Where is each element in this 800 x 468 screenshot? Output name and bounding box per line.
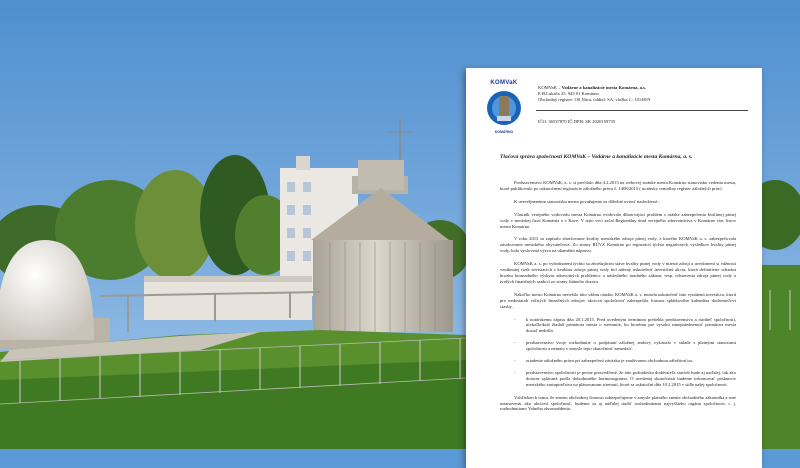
paragraph: Nakoľko mesto Komárno neriešilo túto vážnu otázku, KOMVaK a. s. musela uskutočniť túto vynútenú investíciu, ktorú pre nedostatok voľných finančných zdrojov akciová spoločnosť zabezpečila formou splátkového kalendára dodávateľovi stavby. xyxy=(500,291,736,309)
list-item: - zriadenie záložného práva pri zabezpečení záväzku je zaužívanou obchodnou záležitosťou. xyxy=(500,358,736,364)
letterhead-brand: KOMVaK xyxy=(538,85,557,90)
list-item: - predstavenstvo svoje rozhodnutie o podpísaní záložnej zmluvy vykonalo v súlade s platnými stanovami spoločnosti a nemalo v zmysle tejto skutočnosť zamedziť. xyxy=(500,340,736,352)
letterhead: KOMVaK – Vodárne a kanalizácie mesta Komárna, a.s. E.B.Lukáča 25, 945 01 Komárno Obchodný register: OS Nitra, oddiel: SA, vložka č.: 10148/N IČO: 36537870 IČ DPH: SK 2020159735 xyxy=(538,85,754,103)
company-logo xyxy=(484,80,524,138)
low-building xyxy=(144,276,312,320)
letterhead-address: E.B.Lukáča 25, 945 01 Komárno xyxy=(538,91,599,97)
paragraph: Vlastník verejného vodovodu mesta Komárno evidovalo dlhotrvajúci problém s otázke zabezpečenia kvalitnej pitnej vody v mestskej časti Komárna a v Kave. V tejto veci začal Regionálny úrad verejného zdravotníctva v Komárne viac listov mesta Komárno. xyxy=(500,211,736,229)
header-rule xyxy=(536,110,748,111)
press-release-document xyxy=(466,68,762,468)
paragraph: Predstavenstvo KOMVaK, a. s. si prečítalo dňa 4.2.2015 na webovej stránke mesta Komárno stanovisko vedenia mesta, ktoré publikovalo po uskutočnení registrácie záložného práva č. 1408/2015 ( notársky centrálny register záložných práv). xyxy=(500,180,736,191)
press-release-title: Tlačová správa spoločnosti KOMVaK – Vodárne a kanalizácie mesta Komárna, a. s. xyxy=(500,154,693,160)
logo-city: KOMÁRNO xyxy=(494,130,514,134)
paragraph: Vzhľadom k tomu, že zmenu obchodnej činnosti zabezpečujeme v zmysle platného znenia obchodného zákonníka a sme ustanovená, ako akciová spoločnosť, budeme sa aj naďalej riadiť rozhodnutiami najvyššieho orgánu spoločnosti, t. j. rozhodnutiami Valného zhromaždenia. xyxy=(500,394,736,412)
paragraph: K uvereřjnenému stanovisku mesta považujeme za dôležité uviesť nasledovné : xyxy=(514,198,660,204)
letterhead-registry: Obchodný register: OS Nitra, oddiel: SA, vložka č.: 10148/N xyxy=(538,97,651,103)
paragraph: KOMVaK a. s. po vyhodnotení týchto sa zhoršujúcim stave kvality pitnej vody v mieste zdroji a uvedomení si vážnosti vzniknutej rizík súvisiacich s kvalitou zdroja pitnej vody bol nútený uskutočniť investičnú akciu, ktorá definitívne odstráni hrozbu hromadného výskytu zdravotných problémov a následného úradného zákazu, resp. odstavenia zdroja pitnej vody a tvrdých finančných sankcií zo strany štátneho dozoru. xyxy=(500,261,736,284)
bullet-list xyxy=(500,317,736,388)
letterhead-ids: IČO: 36537870 IČ DPH: SK 2020159735 xyxy=(538,119,616,124)
press-release-body xyxy=(500,180,736,419)
letterhead-company: Vodárne a kanalizácie mesta Komárna, a.s. xyxy=(561,85,647,90)
list-item: - k notárskemu zápisu dňa 20.1.2015. Pred uvedeným termínom prebehla predstavenstva a riaditeľ spoločnosti, niekoľkokrát žiadali primátora mesta o stretnutie, ku ktorému pre vysokú zaneprázdnenosť primátora mesta dosiaľ nedošlo. xyxy=(500,317,736,335)
list-item: - predstavenstvo spoločnosti je pevne presvedčené, že táto požiadavka dodávateľa stavieb bude aj naďalej, tak ako doteraz splácaná podľa dohodnutého harmonogramu. O uvedenej skutočnosti budeme informovať poslancov mestského zastupiteľstva na plánovanom stretnutí, ktoré sa uskutoční dňa 10.2.2015 v sídle našej spoločnosti. xyxy=(500,370,736,388)
paragraph: V roku 2013 sa zapísalo zhoršovanie kvality mestského zdroja pitnej vody, z ktorého KOMVaK a. s. zabezpečovala zásobovanie mestského obyvateľstva. Zo strany RÚVZ Komárno po registrácii týchto negatívnych výsledkov kvality pitnej vody, bola vyslovená výzva na okamžitú nápravu. xyxy=(500,236,736,254)
logo-wordmark: KOMVaK xyxy=(490,80,518,86)
